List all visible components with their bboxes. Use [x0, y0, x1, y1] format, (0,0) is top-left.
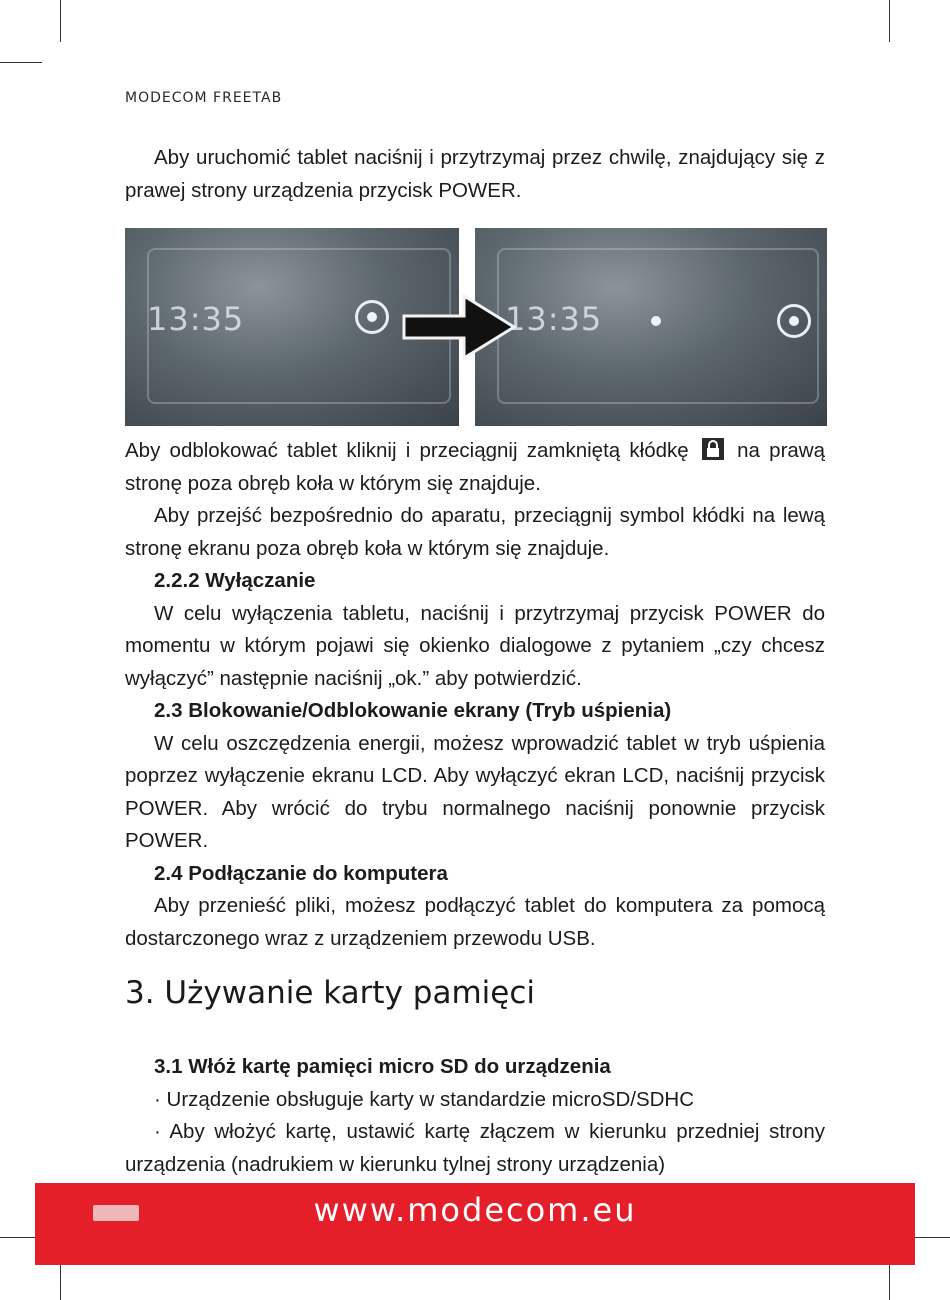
page-header: MODECOM FREETAB — [125, 90, 283, 106]
crop-mark — [889, 0, 890, 42]
lock-dot-icon — [367, 312, 377, 322]
bullet-item: · Aby włożyć kartę, ustawić kartę złączem w kierunku przedniej strony urządzenia (nadrukiem w kierunku tylnej strony urządzenia) — [125, 1120, 825, 1176]
section-paragraph: Aby przenieść pliki, możesz podłączyć tablet do komputera za pomocą dostarczonego wraz z urządzeniem przewodu USB. — [125, 894, 825, 950]
footer-url[interactable]: www.modecom.eu — [313, 1191, 637, 1229]
crop-mark — [60, 0, 61, 42]
clock-text: 13:35 — [147, 300, 245, 338]
section-paragraph: W celu wyłączenia tabletu, naciśnij i przytrzymaj przycisk POWER do momentu w którym pojawi się okienko dialogowe z pytaniem „czy chcesz wyłączyć” następnie naciśnij „ok.” aby potwierdzić. — [125, 601, 825, 690]
lockscreen-screenshots — [125, 228, 827, 426]
section-paragraph: W celu oszczędzenia energii, możesz wprowadzić tablet w tryb uśpienia poprzez wyłączenie ekranu LCD. Aby wyłączyć ekran LCD, naciśnij przycisk POWER. Aby wrócić do trybu normalnego naciśnij ponownie przycisk POWER. — [125, 731, 825, 852]
unlock-dot-icon — [789, 316, 799, 326]
section-heading: 2.2.2 Wyłączanie — [154, 569, 316, 592]
chapter-title: 3. Używanie karty pamięci — [125, 975, 535, 1011]
arrow-right-icon — [400, 290, 520, 364]
intro-paragraph: Aby uruchomić tablet naciśnij i przytrzymaj przez chwilę, znajdujący się z prawej strony urządzenia przycisk POWER. — [125, 146, 825, 202]
footer-band — [35, 1183, 915, 1265]
crop-mark — [0, 62, 42, 63]
section-heading: 2.3 Blokowanie/Odblokowanie ekrany (Tryb uśpienia) — [154, 699, 672, 722]
camera-paragraph: Aby przejść bezpośrednio do aparatu, przeciągnij symbol kłódki na lewą stronę ekranu poza obręb koła w którym się znajduje. — [125, 504, 825, 560]
clock-text: 13:35 — [505, 300, 603, 338]
section-heading: 2.4 Podłączanie do komputera — [154, 861, 448, 885]
lock-dot-icon — [651, 316, 661, 326]
section-heading: 3.1 Włóż kartę pamięci micro SD do urządzenia — [154, 1055, 611, 1078]
chapter3-body — [125, 1051, 825, 1181]
unlock-paragraph: Aby odblokować tablet kliknij i przeciągnij zamkniętą kłódkę na prawą stronę poza obręb koła w którym się znajduje. — [125, 439, 826, 495]
body-text — [125, 435, 825, 955]
lock-icon — [702, 438, 724, 460]
lockscreen-after — [475, 228, 827, 426]
bullet-item: · Urządzenie obsługuje karty w standardzie microSD/SDHC — [154, 1087, 695, 1111]
